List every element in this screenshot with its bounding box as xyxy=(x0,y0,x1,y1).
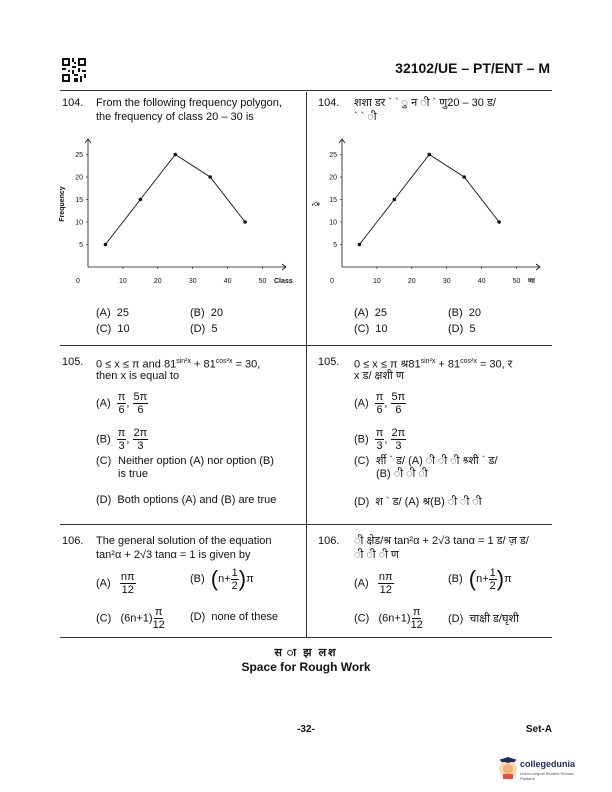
q104-number: 104. xyxy=(62,97,84,109)
frequency-polygon-en xyxy=(60,135,300,293)
series-line xyxy=(359,155,499,245)
q105-option-b: (B) $\frac{\pi}{3}$ , $\frac{2\pi}{3}$ xyxy=(96,427,148,452)
qr-code xyxy=(62,58,86,82)
x-tick-label: 40 xyxy=(477,278,486,285)
data-point xyxy=(427,153,431,157)
brand-tagline: India's largest Student Review Platform xyxy=(520,771,574,781)
data-point xyxy=(358,243,362,247)
q104-text-line2: the frequency of class 20 – 30 is xyxy=(96,111,254,123)
q106-option-d-hi: (D) चाक्षी ड/घृशी xyxy=(448,613,519,625)
series-line xyxy=(105,155,245,245)
x-tick-label: 40 xyxy=(223,278,232,285)
q104-text-hi-line1: शशा डर ` ` ु न ी ` णु20 – 30 ड/ xyxy=(354,97,496,109)
q106-option-c-hi: (C) (6n+1) $\frac{\pi}{12}$ xyxy=(354,606,423,631)
q106-option-d: (D) none of these xyxy=(190,611,279,623)
q105-option-d: (D) Both options (A) and (B) are true xyxy=(96,494,277,506)
rough-work-title: Space for Rough Work xyxy=(241,660,371,674)
y-tick-label: 10 xyxy=(329,219,337,227)
x-tick-label: 50 xyxy=(512,278,521,285)
q104-text-hi-line2: ` ` ी xyxy=(354,111,377,123)
set-label: Set-A xyxy=(525,724,552,735)
q105-en: 105. 0 ≤ x ≤ π and $81^{sin^2x} + 81^{cos^2x} = 30$, then x is equal to xyxy=(62,356,261,382)
y-tick-label: 5 xyxy=(79,242,83,249)
y-tick-label: 10 xyxy=(75,219,83,227)
x-tick-label: 50 xyxy=(258,278,267,285)
data-point xyxy=(104,243,108,247)
q104-hi xyxy=(318,96,496,123)
x-axis-label: णा xyxy=(528,278,535,285)
data-point xyxy=(243,220,247,224)
x-tick-label: 30 xyxy=(442,278,451,285)
q104-text-line1: From the following frequency polygon, xyxy=(96,97,282,109)
data-point xyxy=(139,198,143,202)
q106-option-b-hi: (B) (n+ $\frac{1}{2}$ )π xyxy=(448,566,512,592)
x-tick-label: 10 xyxy=(373,278,381,285)
y-tick-label: 20 xyxy=(75,174,83,182)
data-point xyxy=(462,175,466,179)
y-tick-label: 15 xyxy=(329,197,337,204)
brand-name: collegedunia xyxy=(520,759,576,769)
q105-option-c-hi: (C) र्शी ` ड/ (A) ी ी ी श्र्शी ` ड/ (B) ी ी ी xyxy=(354,455,498,480)
data-point xyxy=(497,220,501,224)
x-tick-label: 20 xyxy=(407,278,416,285)
rule-106 xyxy=(60,637,552,638)
x-tick-label: 20 xyxy=(153,278,162,285)
x-tick-label: 30 xyxy=(188,278,197,285)
collegedunia-logo xyxy=(498,757,580,783)
q104-option-a-hi: (A) 25 xyxy=(354,307,388,319)
q106-hi: 106. ी क्षेड/श्र tan²α + 2√3 tanα = 1 ड/ ज़ ड/ ी ी ी ण xyxy=(318,535,529,561)
y-axis-label: ेु xyxy=(313,201,320,207)
data-point xyxy=(208,175,212,179)
q104-option-b: (B) 20 xyxy=(190,307,224,319)
y-tick-label: 5 xyxy=(333,242,337,249)
graduate-avatar-icon xyxy=(498,757,518,779)
x-tick-label: 0 xyxy=(76,278,80,285)
data-point xyxy=(393,198,397,202)
page-number: -32- xyxy=(297,724,315,735)
q104-option-c: (C) 10 xyxy=(96,323,130,335)
x-tick-label: 0 xyxy=(330,278,334,285)
paper-code: 32102/UE – PT/ENT – M xyxy=(395,60,550,76)
q105-option-d-hi: (D) श ` ड/ (A) श्र(B) ी ी ी xyxy=(354,496,482,508)
q106-en: 106. The general solution of the equation tan²α + 2√3 tanα = 1 is given by xyxy=(62,535,272,561)
q105-option-c: (C) Neither option (A) nor option (B) is true xyxy=(96,455,274,480)
q104-en xyxy=(62,96,282,123)
y-tick-label: 20 xyxy=(329,174,337,182)
y-tick-label: 25 xyxy=(75,152,83,159)
q106-option-c: (C) (6n+1) $\frac{\pi}{12}$ xyxy=(96,606,165,631)
data-point xyxy=(173,153,177,157)
q104-option-d: (D) 5 xyxy=(190,323,218,335)
q105-option-a-hi: (A) $\frac{\pi}{6}$ , $\frac{5\pi}{6}$ xyxy=(354,391,406,416)
rough-work-hindi: स ा झ लश xyxy=(274,647,338,659)
q106-option-b: (B) (n+ $\frac{1}{2}$ )π xyxy=(190,566,254,592)
top-rule xyxy=(60,90,552,91)
q104-option-d-hi: (D) 5 xyxy=(448,323,476,335)
q105-option-b-hi: (B) $\frac{\pi}{3}$ , $\frac{2\pi}{3}$ xyxy=(354,427,406,452)
q104-option-a: (A) 25 xyxy=(96,307,130,319)
q106-option-a-hi: (A) $\frac{n\pi}{12}$ xyxy=(354,571,393,596)
q104-number-hi: 104. xyxy=(318,97,340,109)
q104-option-c-hi: (C) 10 xyxy=(354,323,388,335)
x-tick-label: 10 xyxy=(119,278,127,285)
q104-option-b-hi: (B) 20 xyxy=(448,307,482,319)
q105-option-a: (A) $\frac{\pi}{6}$ , $\frac{5\pi}{6}$ xyxy=(96,391,148,416)
frequency-polygon-hi xyxy=(314,135,554,293)
y-tick-label: 15 xyxy=(75,197,83,204)
q105-hi: 105. 0 ≤ x ≤ π $श्र81^{sin^2x} + 81^{cos^2x} = 30$, र x ड/ क्षशी ण xyxy=(318,356,513,382)
rule-105 xyxy=(60,524,552,525)
column-divider xyxy=(306,92,307,637)
q106-option-a: (A) $\frac{n\pi}{12}$ xyxy=(96,571,135,596)
x-axis-label: Class xyxy=(274,278,293,285)
y-axis-label: Frequency xyxy=(59,186,66,222)
rule-104 xyxy=(60,345,552,346)
y-tick-label: 25 xyxy=(329,152,337,159)
